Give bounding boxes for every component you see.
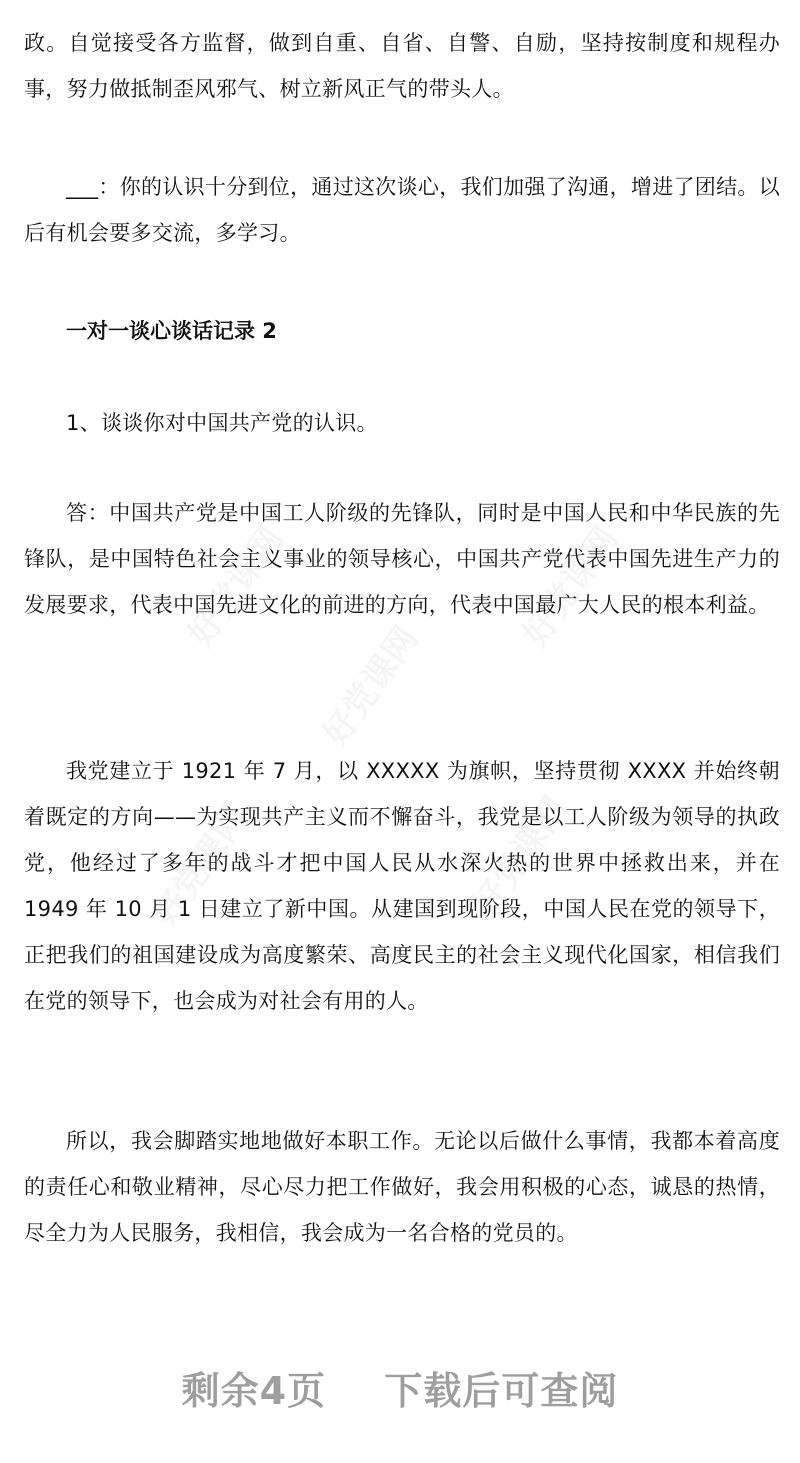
- answer-paragraph: 我党建立于 1921 年 7 月，以 XXXXX 为旗帜，坚持贯彻 XXXX 并始终朝着既定的方向——为实现共产主义而不懈奋斗，我党是以工人阶级为领导的执政党，他经过了多年的战斗才把中国人民从水深火热的世界中拯救出来，并在 1949 年 10 月 1 日建立了新中国。从建国到现阶段，中国人民在党的领导下，正把我们的祖国建设成为高度繁荣、高度民主的社会主义现代化国家，相信我们在党的领导下，也会成为对社会有用的人。: [24, 759, 780, 1013]
- download-to-view-text: 下载后可查阅: [384, 1369, 619, 1413]
- watermark: [309, 615, 427, 755]
- paragraph-continued: 政。自觉接受各方监督，做到自重、自省、自警、自励，坚持按制度和规程办事，努力做抵制歪风邪气、树立新风正气的带头人。: [24, 31, 780, 101]
- question-item: 1、谈谈你对中国共产党的认识。: [66, 411, 378, 435]
- download-banner[interactable]: [0, 1360, 800, 1415]
- section-heading: 一对一谈心谈话记录 2: [66, 319, 277, 343]
- answer-paragraph: 答：中国共产党是中国工人阶级的先锋队，同时是中国人民和中华民族的先锋队，是中国特色社会主义事业的领导核心，中国共产党代表中国先进生产力的发展要求，代表中国先进文化的前进的方向，代表中国最广大人民的根本利益。: [24, 501, 780, 617]
- remaining-pages-text: 剩余4页: [181, 1369, 327, 1413]
- paragraph-response: ___：你的认识十分到位，通过这次谈心，我们加强了沟通，增进了团结。以后有机会要多交流，多学习。: [24, 175, 780, 245]
- answer-paragraph: 所以，我会脚踏实地地做好本职工作。无论以后做什么事情，我都本着高度的责任心和敬业精神，尽心尽力把工作做好，我会用积极的心态，诚恳的热情，尽全力为人民服务，我相信，我会成为一名合格的党员的。: [24, 1129, 780, 1245]
